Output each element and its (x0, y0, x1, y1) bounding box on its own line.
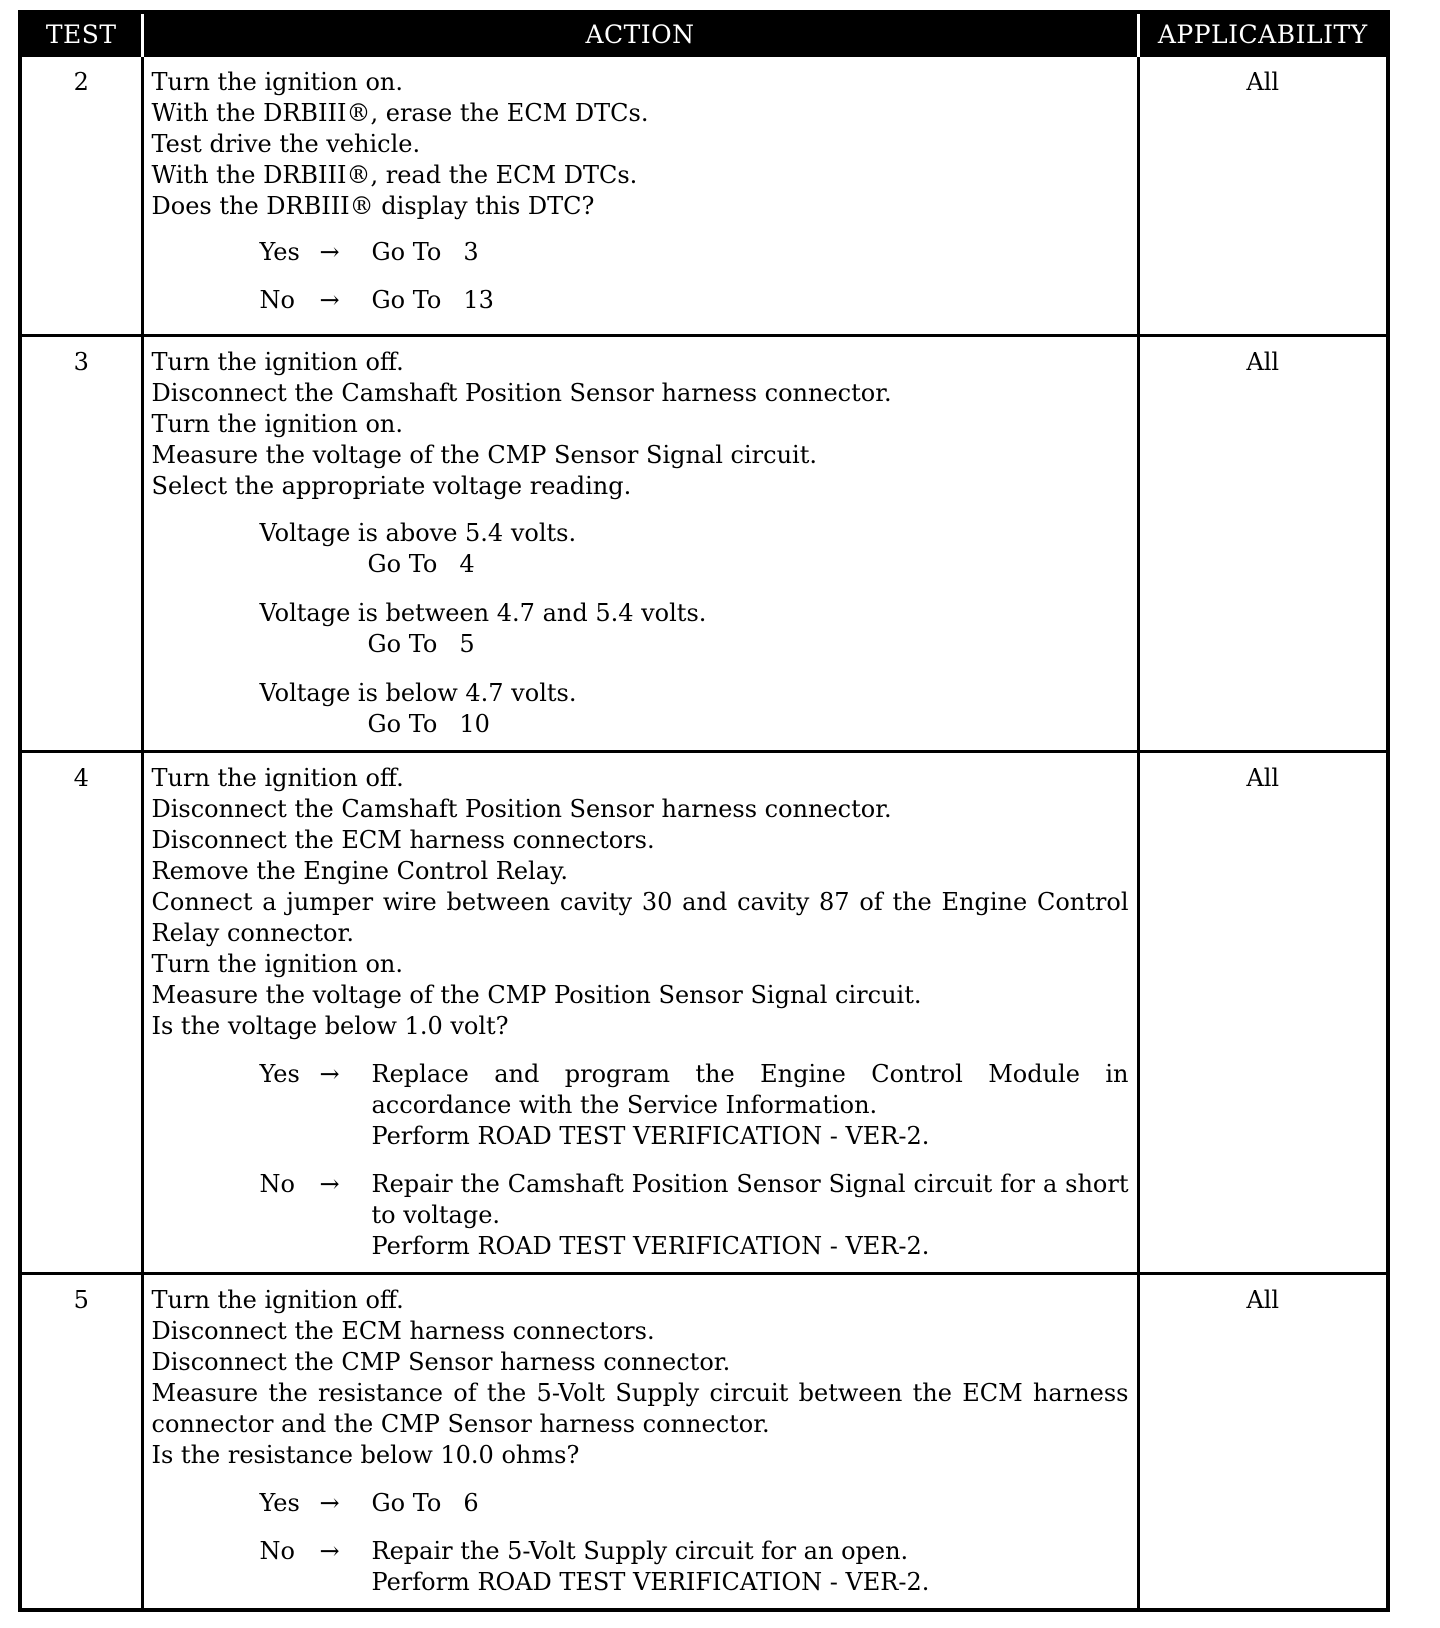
action-step: Disconnect the CMP Sensor harness connector. (151, 1348, 731, 1376)
action-step: With the DRBIII®, read the ECM DTCs. (151, 161, 638, 189)
arrow-icon: → (319, 1060, 340, 1088)
outcome-no (152, 285, 1129, 324)
action-step: Is the voltage below 1.0 volt? (151, 1012, 509, 1040)
goto-text: Go To (367, 710, 438, 738)
action-cell (142, 56, 1138, 336)
action-step: With the DRBIII®, erase the ECM DTCs. (151, 99, 649, 127)
outcome-line: Repair the 5-Volt Supply circuit for an open. (371, 1537, 909, 1565)
action-step: Turn the ignition off. (151, 1286, 404, 1314)
choice-goto (260, 549, 1129, 580)
action-cell (142, 1274, 1138, 1611)
outcome-result (372, 237, 1129, 268)
applicability-value: All (1138, 56, 1388, 336)
arrow-icon: → (319, 1170, 340, 1198)
outcome-result (372, 285, 1129, 316)
outcome-no (152, 1536, 1129, 1598)
action-step: Connect a jumper wire between cavity 30 and cavity 87 of the Engine Control Relay connector. (151, 888, 1129, 947)
diagnostic-procedure-sheet (18, 10, 1386, 1612)
outcome-label: No (259, 1170, 295, 1198)
action-step: Test drive the vehicle. (151, 130, 421, 158)
outcome-label: Yes (259, 1489, 300, 1517)
applicability-value: All (1138, 752, 1388, 1274)
voltage-choice (152, 518, 1129, 580)
goto-test-number: 5 (459, 630, 475, 658)
outcome-label: No (259, 286, 295, 314)
action-steps (152, 347, 1129, 502)
table-row-test-5 (20, 1274, 1388, 1611)
outcome-line: Perform ROAD TEST VERIFICATION - VER-2. (371, 1568, 930, 1596)
goto-text: Go To (371, 238, 442, 266)
choice-condition: Voltage is above 5.4 volts. (259, 519, 577, 547)
applicability-value: All (1138, 1274, 1388, 1611)
outcome-result (372, 1536, 1129, 1598)
goto-test-number: 10 (459, 710, 490, 738)
goto-test-number: 13 (463, 286, 494, 314)
action-steps (152, 1285, 1129, 1471)
goto-text: Go To (367, 550, 438, 578)
action-step: Measure the voltage of the CMP Position Sensor Signal circuit. (151, 981, 922, 1009)
outcome-result (372, 1059, 1129, 1152)
action-step: Turn the ignition off. (151, 764, 404, 792)
arrow-icon: → (319, 238, 340, 266)
header-applicability: APPLICABILITY (1138, 12, 1388, 56)
outcome-line: Perform ROAD TEST VERIFICATION - VER-2. (371, 1122, 930, 1150)
action-step: Turn the ignition on. (151, 950, 404, 978)
table-row-test-3 (20, 336, 1388, 752)
arrow-icon: → (319, 286, 340, 314)
action-step: Select the appropriate voltage reading. (151, 472, 632, 500)
action-steps (152, 763, 1129, 1042)
outcome-yes (152, 1059, 1129, 1152)
action-step: Disconnect the Camshaft Position Sensor harness connector. (151, 795, 892, 823)
choice-condition: Voltage is between 4.7 and 5.4 volts. (259, 599, 707, 627)
test-number: 2 (20, 56, 142, 336)
applicability-value: All (1138, 336, 1388, 752)
voltage-choice (152, 678, 1129, 740)
action-step: Measure the resistance of the 5-Volt Supply circuit between the ECM harness connector and the CMP Sensor harness connector. (151, 1379, 1129, 1438)
header-action: ACTION (142, 12, 1138, 56)
outcome-yes (152, 237, 1129, 268)
arrow-icon: → (319, 1537, 340, 1565)
table-row-test-4 (20, 752, 1388, 1274)
outcome-label: Yes (259, 1060, 300, 1088)
table-header (20, 12, 1388, 56)
voltage-choice (152, 598, 1129, 660)
diagnostic-test-table (18, 10, 1390, 1612)
action-step: Disconnect the ECM harness connectors. (151, 826, 655, 854)
action-step: Turn the ignition on. (151, 410, 404, 438)
outcome-line: Replace and program the Engine Control Module in accordance with the Service Information. (371, 1060, 1129, 1119)
goto-text: Go To (371, 1489, 442, 1517)
outcome-line: Perform ROAD TEST VERIFICATION - VER-2. (371, 1232, 930, 1260)
goto-test-number: 6 (463, 1489, 479, 1517)
goto-test-number: 4 (459, 550, 475, 578)
arrow-icon: → (319, 1489, 340, 1517)
goto-test-number: 3 (463, 238, 479, 266)
action-cell (142, 752, 1138, 1274)
choice-goto (260, 629, 1129, 660)
outcome-label: No (259, 1537, 295, 1565)
action-step: Disconnect the ECM harness connectors. (151, 1317, 655, 1345)
outcome-label: Yes (259, 238, 300, 266)
action-steps (152, 67, 1129, 222)
action-step: Turn the ignition off. (151, 348, 404, 376)
action-step: Turn the ignition on. (151, 68, 404, 96)
test-number: 3 (20, 336, 142, 752)
test-number: 5 (20, 1274, 142, 1611)
goto-text: Go To (371, 286, 442, 314)
action-step: Is the resistance below 10.0 ohms? (151, 1441, 580, 1469)
choice-goto (260, 709, 1129, 740)
goto-text: Go To (367, 630, 438, 658)
outcome-result (372, 1488, 1129, 1519)
outcome-yes (152, 1488, 1129, 1519)
action-step: Does the DRBIII® display this DTC? (151, 192, 595, 220)
test-number: 4 (20, 752, 142, 1274)
action-step: Remove the Engine Control Relay. (151, 857, 569, 885)
action-step: Measure the voltage of the CMP Sensor Signal circuit. (151, 441, 817, 469)
action-step: Disconnect the Camshaft Position Sensor harness connector. (151, 379, 892, 407)
outcome-result (372, 1169, 1129, 1262)
table-row-test-2 (20, 56, 1388, 336)
choice-condition: Voltage is below 4.7 volts. (259, 679, 577, 707)
action-cell (142, 336, 1138, 752)
outcome-line: Repair the Camshaft Position Sensor Signal circuit for a short to voltage. (371, 1170, 1129, 1229)
outcome-no (152, 1169, 1129, 1262)
header-test: TEST (20, 12, 142, 56)
